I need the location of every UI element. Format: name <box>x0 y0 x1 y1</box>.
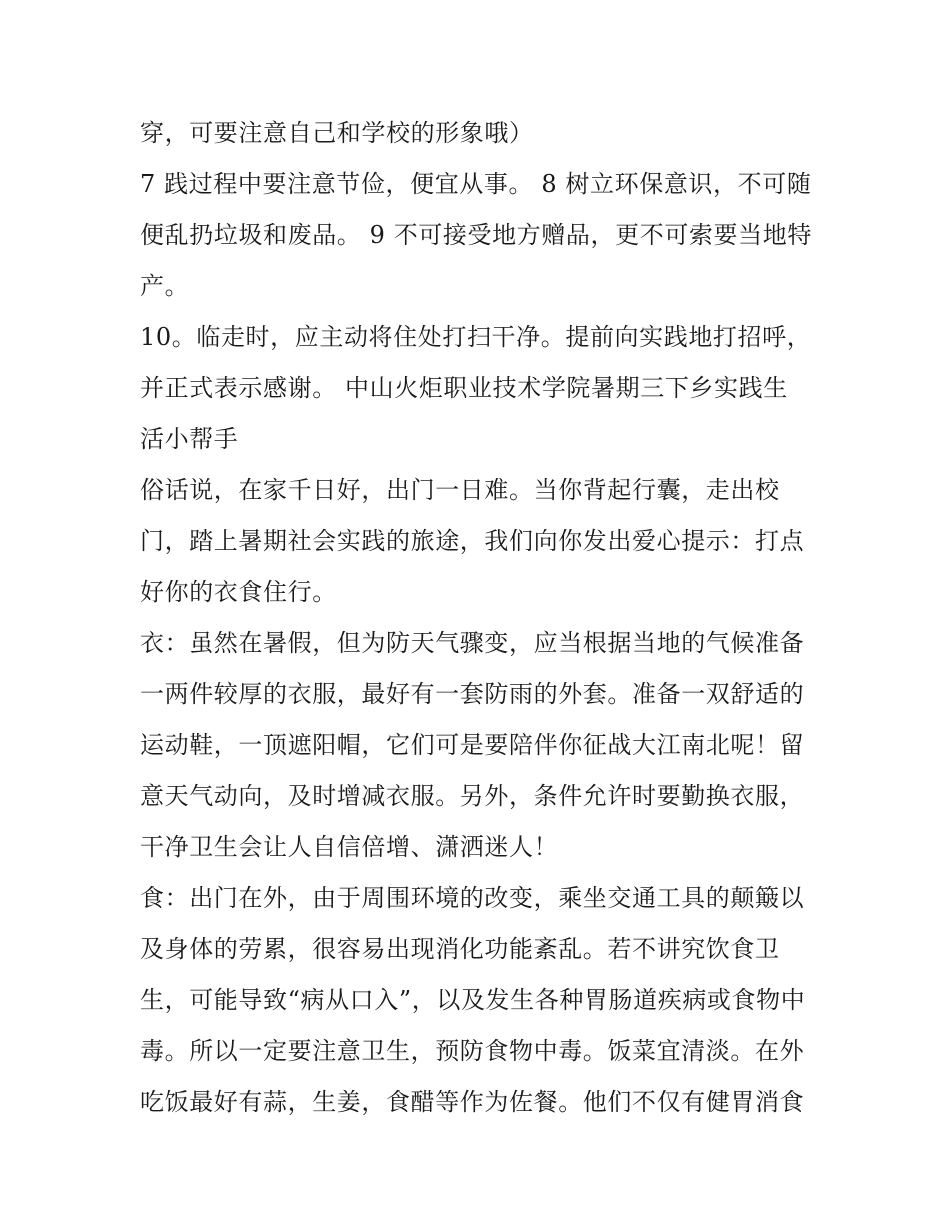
text-line: 俗话说，在家千日好，出门一日难。当你背起行囊，走出校 <box>140 476 780 504</box>
text-line: 吃饭最好有蒜，生姜，食醋等作为佐餐。他们不仅有健胃消食 <box>140 1088 805 1116</box>
text-line: 活小帮手 <box>140 425 239 453</box>
text-line: 干净卫生会让人自信倍增、潇洒迷人！ <box>140 833 559 861</box>
text-line: 一两件较厚的衣服，最好有一套防雨的外套。准备一双舒适的 <box>140 680 805 708</box>
text-line: 门，踏上暑期社会实践的旅途，我们向你发出爱心提示：打点 <box>140 527 805 555</box>
text-line: 食：出门在外，由于周围环境的改变，乘坐交通工具的颠簸以 <box>140 884 805 912</box>
text-line: 产。 <box>140 272 190 300</box>
text-line: 运动鞋，一顶遮阳帽，它们可是要陪伴你征战大江南北呢！留 <box>140 731 805 759</box>
text-line: 毒。所以一定要注意卫生，预防食物中毒。饭菜宜清淡。在外 <box>140 1037 805 1065</box>
text-line: 生，可能导致“病从口入”，以及发生各种胃肠道疾病或食物中 <box>140 986 806 1014</box>
text-line: 7 践过程中要注意节俭，便宜从事。 8 树立环保意识，不可随 <box>140 170 812 198</box>
text-line: 好你的衣食住行。 <box>140 578 337 606</box>
text-line: 10。临走时，应主动将住处打扫干净。提前向实践地打招呼， <box>140 323 812 351</box>
document-page <box>140 108 820 1128</box>
text-line: 意天气动向，及时增减衣服。另外，条件允许时要勤换衣服， <box>140 782 805 810</box>
text-line: 便乱扔垃圾和废品。 9 不可接受地方赠品，更不可索要当地特 <box>140 221 812 249</box>
text-line: 并正式表示感谢。 中山火炬职业技术学院暑期三下乡实践生 <box>140 374 788 402</box>
text-line: 及身体的劳累，很容易出现消化功能紊乱。若不讲究饮食卫 <box>140 935 780 963</box>
text-line: 衣：虽然在暑假，但为防天气骤变，应当根据当地的气候准备 <box>140 629 805 657</box>
text-line: 穿，可要注意自己和学校的形象哦） <box>140 119 534 147</box>
